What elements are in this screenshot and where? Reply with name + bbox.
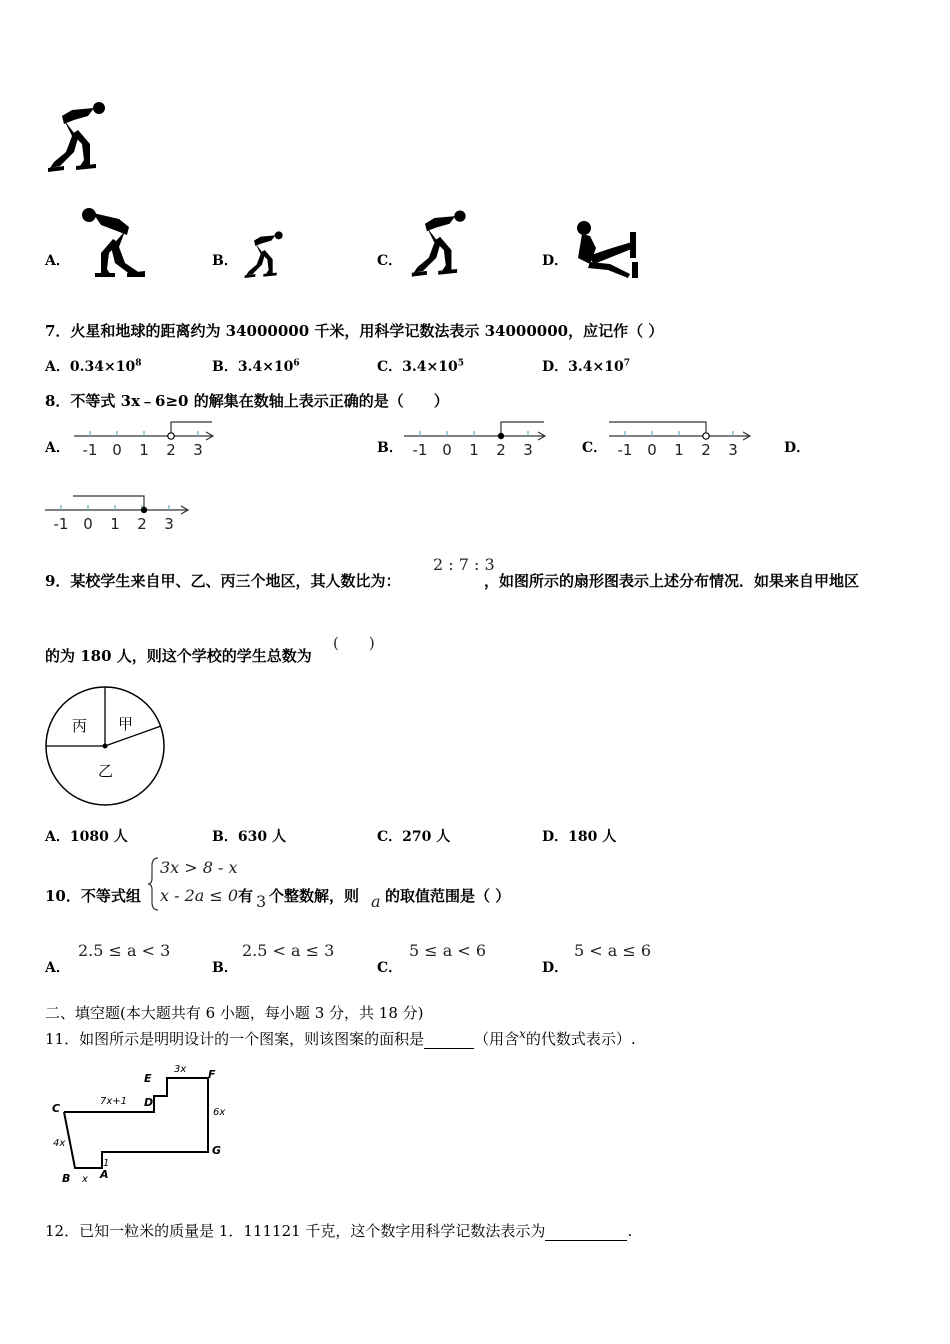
- q6-option-d-figure[interactable]: [572, 218, 644, 278]
- q11-answer-blank[interactable]: [424, 1030, 474, 1049]
- q10-option-a-label: A．: [45, 960, 70, 976]
- tick-label: 2: [496, 441, 506, 459]
- q7-stem: 7．火星和地球的距离约为 34000000 千米，用科学记数法表示 34000000，应记作（ ）: [45, 322, 664, 340]
- point-c-label: C: [52, 1102, 61, 1115]
- tick-label: 2: [137, 515, 147, 533]
- q8-option-a-number-line[interactable]: [70, 418, 220, 460]
- q12-stem-text: 12．已知一粒米的质量是 1．111121 千克，这个数字用科学记数法表示为: [45, 1222, 546, 1240]
- q7-option-b[interactable]: [212, 356, 300, 376]
- length-ef: 3x: [174, 1064, 187, 1075]
- tick-label: 0: [83, 515, 93, 533]
- tick-label: 3: [164, 515, 174, 533]
- q10-option-a-math[interactable]: 2.5 ≤ a < 3: [78, 941, 171, 960]
- length-cd: 7x+1: [100, 1096, 128, 1107]
- q12-stem-end: .: [627, 1222, 633, 1240]
- q10-option-d-label: D．: [542, 960, 569, 976]
- point-b-label: B: [62, 1172, 71, 1185]
- tick-label: 1: [139, 441, 149, 459]
- q9-option-d-label: D．: [542, 829, 569, 845]
- point-e-label: E: [144, 1072, 152, 1085]
- tick-label: 0: [647, 441, 657, 459]
- q10-inequality-1: 3x > 8 - x: [160, 858, 238, 877]
- q9-stem-part1: 9．某校学生来自甲、乙、丙三个地区，其人数比为：: [45, 572, 401, 590]
- point-g-label: G: [212, 1144, 222, 1157]
- q6-option-a-figure[interactable]: [75, 205, 147, 280]
- q7-option-b-exp: 6: [293, 358, 300, 369]
- q7-option-d-exp: 7: [623, 358, 630, 369]
- q10-option-b-label: B．: [212, 960, 238, 976]
- q9-option-b[interactable]: [212, 826, 286, 846]
- q8-option-a-label: A．: [45, 440, 70, 456]
- q9-option-a[interactable]: [45, 826, 128, 846]
- tick-label: 0: [112, 441, 122, 459]
- q7-option-a-label: A．: [45, 359, 70, 375]
- q10-system-brace: [146, 856, 160, 912]
- tick-label: 2: [166, 441, 176, 459]
- point-a-label: A: [100, 1168, 109, 1181]
- q9-option-c-label: C．: [377, 829, 403, 845]
- q6-option-b-figure[interactable]: [240, 230, 292, 280]
- q9-option-c[interactable]: [377, 826, 450, 846]
- q7-option-c[interactable]: [377, 356, 464, 376]
- tick-label: -1: [412, 441, 428, 459]
- length-bc: 4x: [53, 1138, 66, 1149]
- tick-label: 2: [701, 441, 711, 459]
- q9-option-a-text: 1080 人: [69, 829, 128, 845]
- q8-option-b-label: B．: [377, 440, 403, 456]
- q11-stem-b: （用含: [474, 1030, 520, 1048]
- q9-stem-part2: ，如图所示的扇形图表示上述分布情况．如果来自甲地区: [484, 572, 860, 590]
- tick-label: 1: [674, 441, 684, 459]
- q10-stem-mid1: 有: [238, 887, 254, 905]
- q7-option-d-base: 3.4×10: [568, 359, 624, 375]
- skater-reference-figure: [44, 100, 116, 175]
- tick-label: -1: [53, 515, 69, 533]
- q6-option-b-label: B．: [212, 253, 238, 269]
- q6-option-d-label: D．: [542, 253, 569, 269]
- q10-option-b-math[interactable]: 2.5 < a ≤ 3: [242, 941, 335, 960]
- q9-option-b-text: 630 人: [237, 829, 286, 845]
- q11-var-x: x: [519, 1027, 526, 1041]
- q8-stem: 8．不等式 3x﹣6≥0 的解集在数轴上表示正确的是（ ）: [45, 392, 449, 410]
- tick-label: 1: [110, 515, 120, 533]
- pie-label-jia: 甲: [118, 715, 134, 733]
- q10-option-d-math[interactable]: 5 < a ≤ 6: [574, 941, 652, 960]
- q7-option-c-label: C．: [377, 359, 403, 375]
- q10-option-c-math[interactable]: 5 ≤ a < 6: [409, 941, 487, 960]
- q10-stem-prefix: 10．不等式组: [45, 887, 141, 905]
- q9-stem-line2: 的为 180 人，则这个学校的学生总数为: [45, 647, 312, 665]
- q9-option-d-text: 180 人: [568, 829, 617, 845]
- q9-option-c-text: 270 人: [402, 829, 451, 845]
- q11-stem-c: 的代数式表示）.: [525, 1030, 636, 1048]
- tick-label: -1: [617, 441, 633, 459]
- q6-option-a-label: A．: [45, 253, 70, 269]
- q7-option-c-exp: 5: [457, 358, 464, 369]
- q10-var-a: a: [371, 892, 381, 911]
- q10-stem-mid2: 个整数解，则: [269, 887, 360, 905]
- q8-option-d-number-line[interactable]: [43, 492, 195, 534]
- q8-option-c-number-line[interactable]: [605, 418, 757, 460]
- q10-count: 3: [256, 892, 267, 911]
- q11-stem: [45, 1027, 636, 1049]
- q8-option-d-label: D．: [784, 440, 811, 456]
- section-2-title: 二、填空题(本大题共有 6 小题，每小题 3 分，共 18 分): [45, 1004, 424, 1022]
- q7-option-b-label: B．: [212, 359, 238, 375]
- pie-label-yi: 乙: [98, 762, 114, 780]
- length-fg: 6x: [213, 1107, 226, 1118]
- q12-answer-blank[interactable]: [545, 1222, 627, 1241]
- point-f-label: F: [208, 1068, 216, 1081]
- q10-inequality-2: x - 2a ≤ 0: [160, 886, 239, 905]
- q7-option-b-base: 3.4×10: [237, 359, 294, 375]
- q7-option-a-base: 0.34×10: [69, 359, 136, 375]
- q10-stem-end: 的取值范围是（ ）: [385, 887, 511, 905]
- tick-label: 3: [523, 441, 533, 459]
- length-ba: x: [82, 1174, 88, 1185]
- q7-option-c-base: 3.4×10: [402, 359, 458, 375]
- q7-option-a-exp: 8: [135, 358, 142, 369]
- q9-pie-chart: [42, 684, 168, 808]
- q7-option-d[interactable]: [542, 356, 630, 376]
- q9-ratio: 2 : 7 : 3: [433, 555, 495, 574]
- q12-stem: [45, 1220, 632, 1241]
- length-a-step: 1: [103, 1158, 110, 1169]
- q9-option-b-label: B．: [212, 829, 238, 845]
- q11-stem-a: 11．如图所示是明明设计的一个图案，则该图案的面积是: [45, 1030, 425, 1048]
- q11-figure: [50, 1060, 235, 1188]
- q9-option-d[interactable]: [542, 826, 616, 846]
- q7-option-a[interactable]: [45, 356, 141, 376]
- q6-option-c-figure[interactable]: [408, 208, 476, 280]
- q9-answer-paren: ( ): [333, 634, 375, 652]
- q9-option-a-label: A．: [45, 829, 70, 845]
- q8-option-b-number-line[interactable]: [400, 418, 552, 460]
- tick-label: 0: [442, 441, 452, 459]
- q6-option-c-label: C．: [377, 253, 403, 269]
- tick-label: 1: [469, 441, 479, 459]
- q8-option-c-label: C．: [582, 440, 608, 456]
- tick-label: -1: [82, 441, 98, 459]
- tick-label: 3: [193, 441, 203, 459]
- point-d-label: D: [144, 1096, 154, 1109]
- q7-option-d-label: D．: [542, 359, 569, 375]
- pie-label-bing: 丙: [72, 717, 88, 735]
- q10-option-c-label: C．: [377, 960, 403, 976]
- tick-label: 3: [728, 441, 738, 459]
